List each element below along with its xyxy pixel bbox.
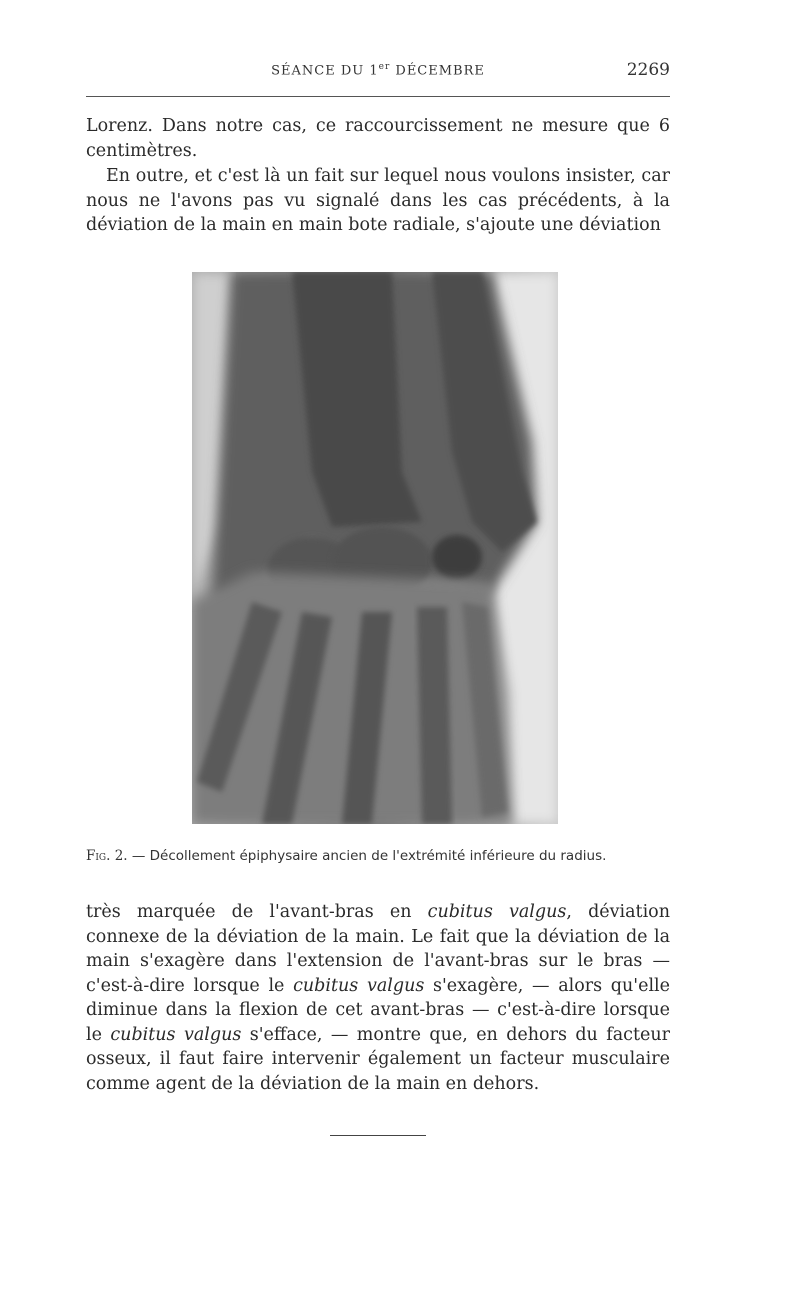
running-head [86,62,670,78]
running-head-sup: er [378,62,391,72]
page-number: 2269 [626,60,670,80]
xray-figure [192,272,558,824]
p3-italic-3: cubitus valgus [110,1024,242,1045]
p3-text-2: , déviation connexe de la déviation de la main. Le fait que la déviation de la main s'exagère dans l'extension de l'avant-bras sur le bras — c'est-à-dire lorsque le [86,902,670,996]
p3-italic-1: cubitus valgus [427,902,567,922]
running-head-pre: SÉANCE DU 1 [271,63,379,79]
figure-label: Fig. 2. [86,848,128,864]
figure-caption [86,848,670,864]
end-rule [330,1135,426,1136]
header-rule [86,96,670,97]
p3-text-1: très marquée de l'avant-bras en [86,902,428,922]
paragraph-2: En outre, et c'est là un fait sur lequel nous voulons insister, car nous ne l'avons pas vu signalé dans les cas précédents, à la déviation de la main en main bote radiale, s'ajoute une déviation [86,166,670,235]
running-head-post: DÉCEMBRE [390,63,485,79]
page-header [86,60,670,84]
xray-image [192,272,558,824]
p3-italic-2: cubitus valgus [293,975,425,996]
paragraph-1: Lorenz. Dans notre cas, ce raccourcissement ne mesure que 6 centimètres. [86,116,670,161]
p3-text-3: s'exagère, — alors qu'elle diminue dans la flexion de cet avant-bras — c'est-à-dire lorsque le [86,975,670,1045]
figure-caption-text: — Décollement épiphysaire ancien de l'extrémité inférieure du radius. [127,848,607,864]
paragraph-3 [86,900,670,1096]
p3-text-4: s'efface, — montre que, en dehors du facteur osseux, il faut faire intervenir également un facteur musculaire comme agent de la déviation de la main en dehors. [86,1024,670,1094]
